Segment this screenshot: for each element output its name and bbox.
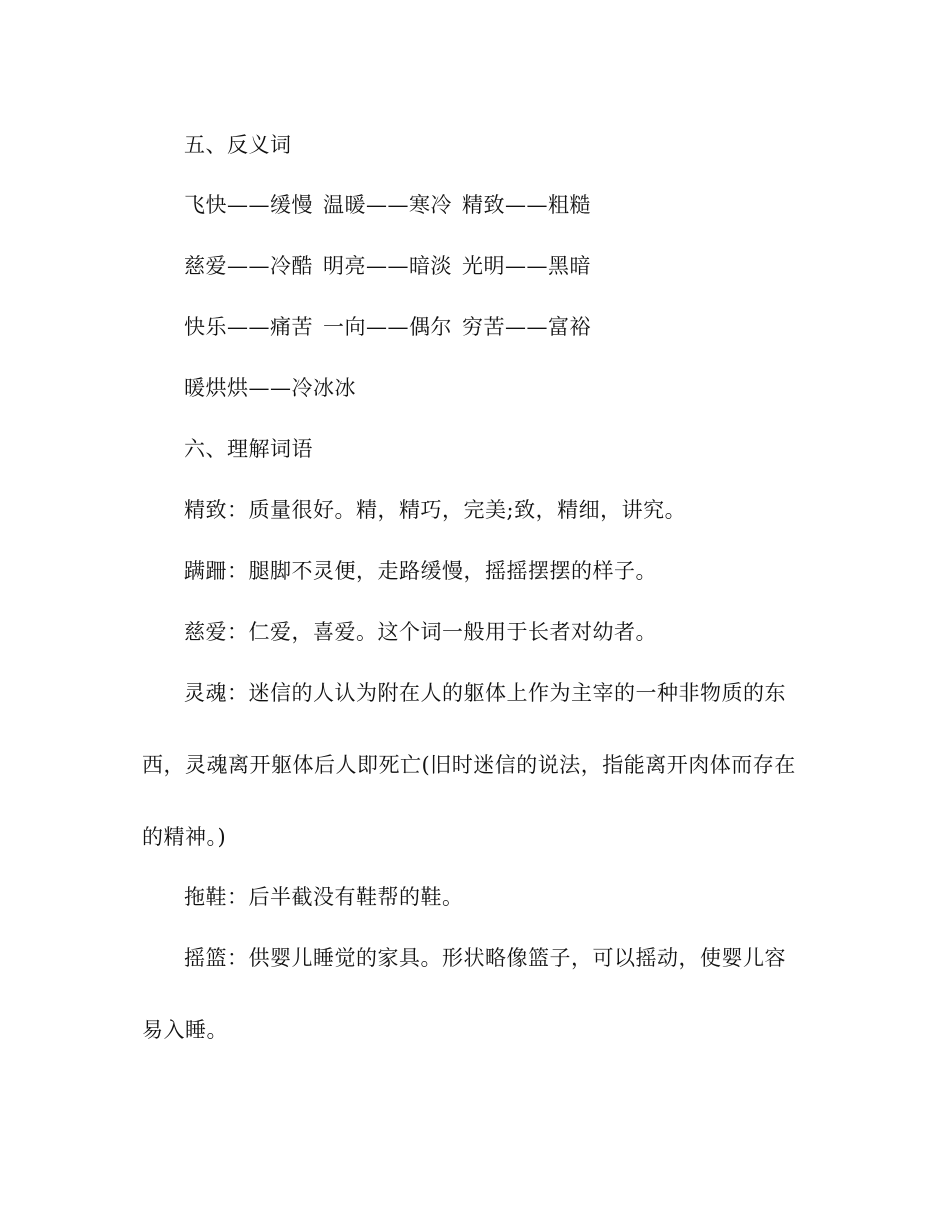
definition-linghun-line-1: 灵魂：迷信的人认为附在人的躯体上作为主宰的一种非物质的东	[184, 681, 786, 705]
antonym-row-3	[184, 313, 591, 341]
definition-ciai: 慈爱：仁爱，喜爱。这个词一般用于长者对幼者。	[184, 620, 657, 644]
antonym-pair: 温暖——寒冷	[323, 193, 452, 217]
definition-jingzhi: 精致：质量很好。精，精巧，完美;致，精细，讲究。	[184, 498, 687, 522]
antonym-pair: 一向——偶尔	[323, 315, 452, 339]
definition-linghun-line-2: 西，灵魂离开躯体后人即死亡(旧时迷信的说法，指能离开肉体而存在	[142, 753, 796, 777]
definition-yaolan-line-1: 摇篮：供婴儿睡觉的家具。形状略像篮子，可以摇动，使婴儿容	[184, 946, 786, 970]
section-heading-word-meanings: 六、理解词语	[184, 437, 313, 461]
antonym-pair: 飞快——缓慢	[184, 193, 313, 217]
antonym-row-1	[184, 191, 591, 219]
antonym-pair: 慈爱——冷酷	[184, 254, 313, 278]
section-heading-antonyms: 五、反义词	[184, 133, 292, 157]
antonym-pair: 快乐——痛苦	[184, 315, 313, 339]
antonym-row-2	[184, 252, 591, 280]
definition-panshan: 蹒跚：腿脚不灵便，走路缓慢，摇摇摆摆的样子。	[184, 559, 657, 583]
antonym-pair: 精致——粗糙	[462, 193, 591, 217]
antonym-pair: 光明——黑暗	[462, 254, 591, 278]
antonym-pair: 穷苦——富裕	[462, 315, 591, 339]
definition-linghun-line-3: 的精神。)	[142, 825, 227, 849]
antonym-row-4	[184, 374, 356, 402]
antonym-pair: 明亮——暗淡	[323, 254, 452, 278]
antonym-pair: 暖烘烘——冷冰冰	[184, 376, 356, 400]
definition-tuoxie: 拖鞋：后半截没有鞋帮的鞋。	[184, 885, 464, 909]
definition-yaolan-line-2: 易入睡。	[142, 1018, 228, 1042]
